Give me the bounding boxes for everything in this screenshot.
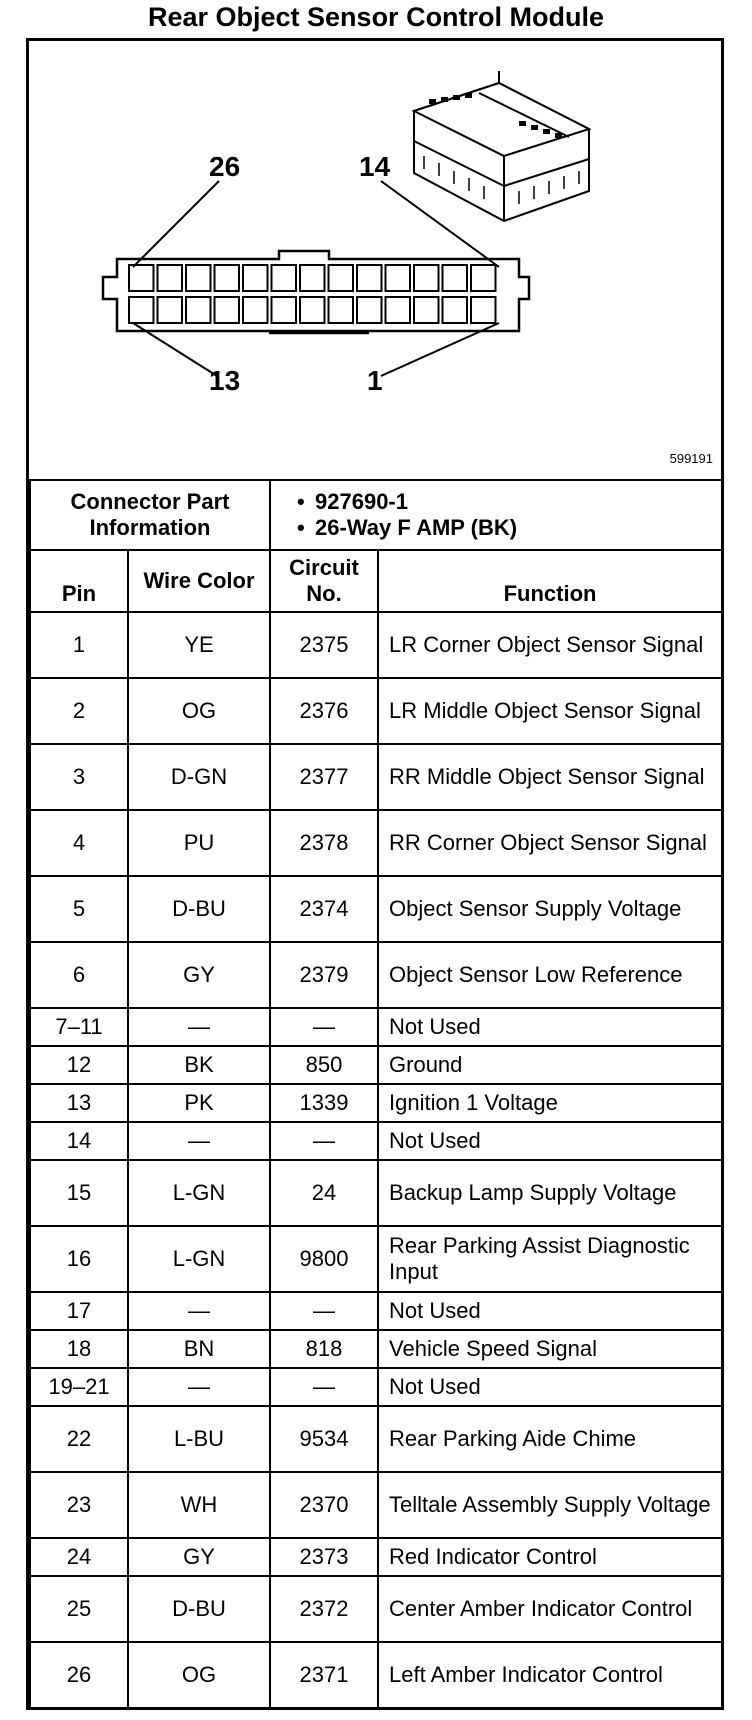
wire-color-cell: PU: [128, 810, 270, 876]
pin-cell: 2: [30, 678, 128, 744]
wire-color-cell: GY: [128, 1538, 270, 1576]
function-cell: RR Middle Object Sensor Signal: [378, 744, 722, 810]
wire-color-cell: PK: [128, 1084, 270, 1122]
wire-color-cell: WH: [128, 1472, 270, 1538]
table-row: [30, 1406, 722, 1472]
pin-cell: 25: [30, 1576, 128, 1642]
function-cell: Object Sensor Supply Voltage: [378, 876, 722, 942]
connector-cavity: [272, 297, 297, 323]
function-cell: Ground: [378, 1046, 722, 1084]
circuit-cell: 2373: [270, 1538, 378, 1576]
circuit-cell: —: [270, 1368, 378, 1406]
connector-cavity: [215, 265, 240, 291]
wire-color-cell: OG: [128, 678, 270, 744]
page-title: Rear Object Sensor Control Module: [147, 2, 605, 32]
pin-cell: 17: [30, 1292, 128, 1330]
pin-cell: 24: [30, 1538, 128, 1576]
connector-cavity: [300, 265, 325, 291]
circuit-cell: 2374: [270, 876, 378, 942]
connector-cavity: [215, 297, 240, 323]
connector-cavity: [329, 265, 354, 291]
pin-cell: 18: [30, 1330, 128, 1368]
table-row: [30, 612, 722, 678]
pin-cell: 26: [30, 1642, 128, 1708]
wire-color-cell: BK: [128, 1046, 270, 1084]
connector-cavity: [158, 265, 183, 291]
connector-cavity: [272, 265, 297, 291]
pin-label-13: 13: [209, 365, 241, 396]
wire-color-cell: D-GN: [128, 744, 270, 810]
table-row: [30, 1084, 722, 1122]
table-row: [30, 1046, 722, 1084]
wire-color-cell: —: [128, 1122, 270, 1160]
table-row: [30, 810, 722, 876]
connector-cavity: [414, 297, 439, 323]
pin-cell: 12: [30, 1046, 128, 1084]
connector-cavity: [158, 297, 183, 323]
function-cell: LR Middle Object Sensor Signal: [378, 678, 722, 744]
connector-cavity: [243, 297, 268, 323]
function-cell: LR Corner Object Sensor Signal: [378, 612, 722, 678]
pin-cell: 13: [30, 1084, 128, 1122]
function-cell: Not Used: [378, 1292, 722, 1330]
table-row: [30, 1160, 722, 1226]
connector-cavity: [414, 265, 439, 291]
pin-cell: 16: [30, 1226, 128, 1292]
wire-color-cell: D-BU: [128, 1576, 270, 1642]
pin-cell: 6: [30, 942, 128, 1008]
table-row: [30, 1642, 722, 1708]
header-wire-color: Wire Color: [128, 550, 270, 612]
circuit-cell: 2370: [270, 1472, 378, 1538]
circuit-cell: —: [270, 1008, 378, 1046]
circuit-cell: 2371: [270, 1642, 378, 1708]
circuit-cell: 818: [270, 1330, 378, 1368]
connector-drawing: [29, 41, 721, 479]
table-row: [30, 678, 722, 744]
connector-cavity: [471, 297, 496, 323]
pin-cell: 3: [30, 744, 128, 810]
function-cell: Not Used: [378, 1008, 722, 1046]
circuit-cell: —: [270, 1292, 378, 1330]
wire-color-cell: L-GN: [128, 1226, 270, 1292]
circuit-cell: 9534: [270, 1406, 378, 1472]
pin-cell: 15: [30, 1160, 128, 1226]
wire-color-cell: D-BU: [128, 876, 270, 942]
table-row: [30, 1122, 722, 1160]
pin-cell: 14: [30, 1122, 128, 1160]
pin-cell: 22: [30, 1406, 128, 1472]
header-pin: Pin: [30, 550, 128, 612]
connector-cavity: [357, 297, 382, 323]
function-cell: Center Amber Indicator Control: [378, 1576, 722, 1642]
function-cell: Left Amber Indicator Control: [378, 1642, 722, 1708]
connector-part-number: • 927690-1: [277, 489, 715, 515]
connector-cavity: [186, 265, 211, 291]
function-cell: Red Indicator Control: [378, 1538, 722, 1576]
connector-cavity: [186, 297, 211, 323]
circuit-cell: 850: [270, 1046, 378, 1084]
figure-number: 599191: [669, 451, 713, 466]
wire-color-cell: OG: [128, 1642, 270, 1708]
function-cell: Object Sensor Low Reference: [378, 942, 722, 1008]
wire-color-cell: L-BU: [128, 1406, 270, 1472]
table-row: [30, 1472, 722, 1538]
connector-frame: [26, 38, 724, 1710]
wire-color-cell: YE: [128, 612, 270, 678]
table-row: [30, 1292, 722, 1330]
circuit-cell: 9800: [270, 1226, 378, 1292]
pin-cell: 5: [30, 876, 128, 942]
circuit-cell: 2377: [270, 744, 378, 810]
pin-label-26: 26: [209, 151, 241, 182]
circuit-cell: 2376: [270, 678, 378, 744]
pin-cell: 1: [30, 612, 128, 678]
table-row: [30, 1538, 722, 1576]
header-function: Function: [378, 550, 722, 612]
connector-cavity: [471, 265, 496, 291]
connector-cavity: [129, 297, 154, 323]
table-row: [30, 876, 722, 942]
connector-cavity: [329, 297, 354, 323]
connector-cavity: [386, 265, 411, 291]
connector-cavity: [443, 265, 468, 291]
connector-info-values: [270, 480, 722, 550]
connector-cavity: [357, 265, 382, 291]
table-row: [30, 942, 722, 1008]
wire-color-cell: —: [128, 1368, 270, 1406]
connector-diagram: [29, 41, 721, 479]
circuit-cell: —: [270, 1122, 378, 1160]
pin-cell: 19–21: [30, 1368, 128, 1406]
wire-color-cell: BN: [128, 1330, 270, 1368]
connector-description: • 26-Way F AMP (BK): [277, 515, 715, 541]
connector-cavity: [443, 297, 468, 323]
function-cell: Not Used: [378, 1122, 722, 1160]
circuit-cell: 2372: [270, 1576, 378, 1642]
table-row: [30, 1008, 722, 1046]
table-row: [30, 1330, 722, 1368]
connector-info-row: [30, 480, 722, 550]
pinout-table: [29, 479, 723, 1709]
circuit-cell: 2379: [270, 942, 378, 1008]
circuit-cell: 24: [270, 1160, 378, 1226]
function-cell: RR Corner Object Sensor Signal: [378, 810, 722, 876]
table-row: [30, 1576, 722, 1642]
function-cell: Not Used: [378, 1368, 722, 1406]
circuit-cell: 2378: [270, 810, 378, 876]
table-row: [30, 1226, 722, 1292]
connector-cavity: [129, 265, 154, 291]
connector-3d-view: [414, 71, 589, 221]
pin-cell: 7–11: [30, 1008, 128, 1046]
function-cell: Ignition 1 Voltage: [378, 1084, 722, 1122]
connector-info-label: Connector Part Information: [30, 480, 270, 550]
table-header-row: [30, 550, 722, 612]
wire-color-cell: GY: [128, 942, 270, 1008]
function-cell: Rear Parking Assist Diagnostic Input: [378, 1226, 722, 1292]
function-cell: Rear Parking Aide Chime: [378, 1406, 722, 1472]
wire-color-cell: —: [128, 1008, 270, 1046]
connector-cavity: [300, 297, 325, 323]
wire-color-cell: L-GN: [128, 1160, 270, 1226]
function-cell: Telltale Assembly Supply Voltage: [378, 1472, 722, 1538]
pin-cell: 23: [30, 1472, 128, 1538]
pin-cell: 4: [30, 810, 128, 876]
pin-label-1: 1: [367, 365, 383, 396]
function-cell: Vehicle Speed Signal: [378, 1330, 722, 1368]
table-row: [30, 1368, 722, 1406]
circuit-cell: 2375: [270, 612, 378, 678]
circuit-cell: 1339: [270, 1084, 378, 1122]
pin-label-14: 14: [359, 151, 391, 182]
header-circuit-no: Circuit No.: [270, 550, 378, 612]
function-cell: Backup Lamp Supply Voltage: [378, 1160, 722, 1226]
wire-color-cell: —: [128, 1292, 270, 1330]
connector-cavity: [386, 297, 411, 323]
connector-cavity: [243, 265, 268, 291]
table-row: [30, 744, 722, 810]
